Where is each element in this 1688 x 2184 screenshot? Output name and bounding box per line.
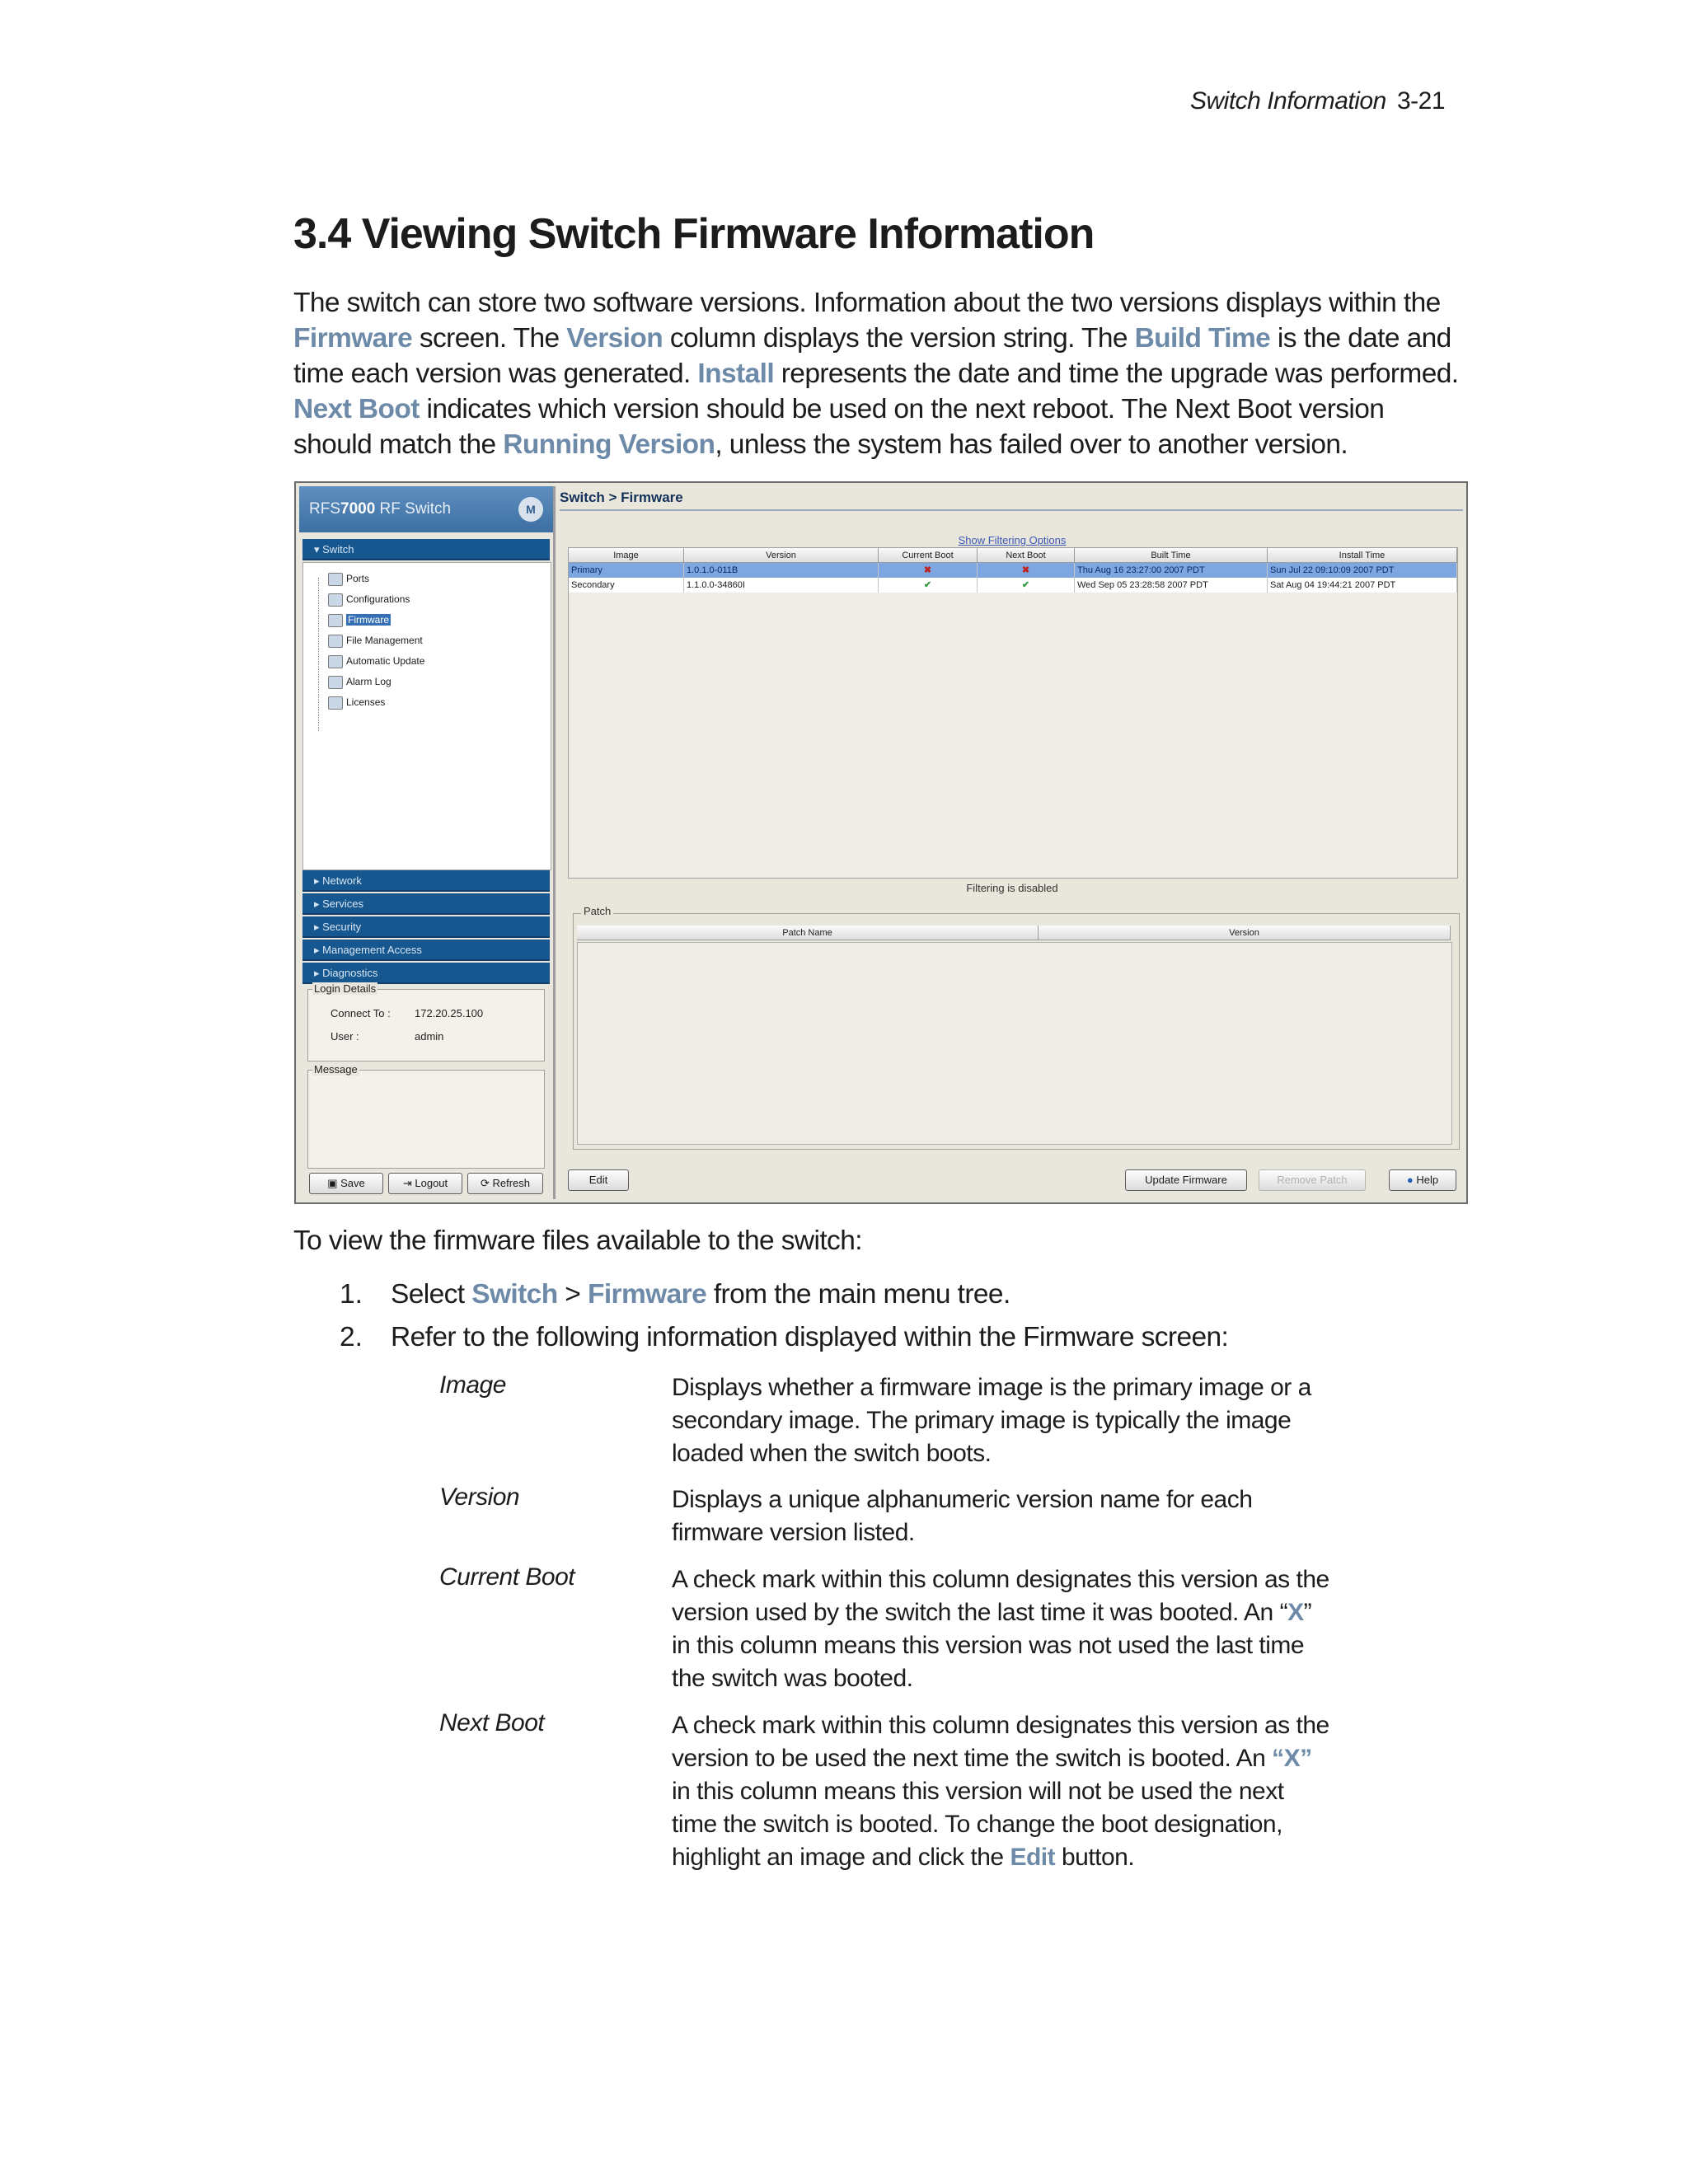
firmware-screenshot xyxy=(294,481,1468,1204)
text: , unless the system has failed over to another version. xyxy=(715,429,1348,460)
label: Save xyxy=(340,1177,365,1189)
licenses-icon xyxy=(328,696,343,710)
brand-suffix: RF Switch xyxy=(375,500,452,518)
keyword-running-version: Running Version xyxy=(503,429,715,460)
col-image[interactable]: Image xyxy=(569,548,684,563)
keyword-firmware: Firmware xyxy=(587,1279,707,1310)
tree-item-configurations[interactable] xyxy=(328,593,410,607)
tree-item-firmware[interactable] xyxy=(328,614,391,627)
patch-title: Patch xyxy=(581,905,613,917)
col-next-boot[interactable]: Next Boot xyxy=(978,548,1075,563)
brand-bar xyxy=(299,486,553,532)
col-patch-name[interactable]: Patch Name xyxy=(577,926,1039,940)
text: > xyxy=(557,1279,588,1310)
patch-list xyxy=(577,942,1452,1145)
ports-icon xyxy=(328,573,343,586)
tree-item-alarm-log[interactable] xyxy=(328,676,392,689)
col-patch-version[interactable]: Version xyxy=(1039,926,1451,940)
col-install-time[interactable]: Install Time xyxy=(1268,548,1457,563)
term-current-boot: Current Boot xyxy=(439,1563,575,1591)
intro-paragraph xyxy=(293,285,1464,462)
configurations-icon xyxy=(328,593,343,607)
keyword-version: Version xyxy=(566,323,663,354)
cell-image: Secondary xyxy=(569,578,684,593)
keyword-install: Install xyxy=(697,359,775,389)
keyword-switch: Switch xyxy=(471,1279,558,1310)
patch-group xyxy=(573,913,1460,1150)
label: Alarm Log xyxy=(346,676,392,688)
brand-title xyxy=(309,500,451,518)
keyword-x: “X” xyxy=(1272,1745,1312,1772)
motorola-logo-icon: M xyxy=(518,497,543,522)
panel-title: Switch > Firmware xyxy=(560,490,683,505)
nav-switch[interactable]: ▾ Switch xyxy=(302,539,550,560)
text: A check mark within this column designates this version as the version to be used the next time the switch is booted. An xyxy=(672,1712,1329,1772)
message-box xyxy=(307,1070,545,1169)
connect-to-value: 172.20.25.100 xyxy=(415,1007,484,1019)
label: Refresh xyxy=(492,1177,531,1189)
refresh-button[interactable] xyxy=(467,1173,543,1194)
text: ” in this column means this version was not used the last time the switch was booted. xyxy=(672,1599,1312,1692)
desc-current-boot xyxy=(672,1563,1331,1695)
connect-to-label: Connect To : xyxy=(331,1007,391,1019)
cell-version: 1.0.1.0-011B xyxy=(684,563,879,578)
keyword-edit: Edit xyxy=(1010,1844,1056,1871)
firmware-icon xyxy=(328,614,343,627)
text: Select xyxy=(391,1279,472,1310)
edit-button[interactable]: Edit xyxy=(568,1169,629,1191)
text: A check mark within this column designates this version as the version used by the switch the last time it was booted. An “ xyxy=(672,1566,1329,1626)
term-version: Version xyxy=(439,1483,520,1511)
menu-tree xyxy=(302,562,551,870)
step-number: 1. xyxy=(340,1279,363,1310)
save-button[interactable] xyxy=(309,1173,383,1194)
left-panel xyxy=(299,486,556,1199)
cell-built-time: Wed Sep 05 23:28:58 2007 PDT xyxy=(1075,578,1268,593)
remove-patch-button[interactable]: Remove Patch xyxy=(1259,1169,1366,1191)
text: button. xyxy=(1055,1844,1135,1871)
title-rule xyxy=(560,509,1463,511)
save-icon: ▣ xyxy=(327,1177,341,1189)
col-built-time[interactable]: Built Time xyxy=(1075,548,1268,563)
section-heading: 3.4 Viewing Switch Firmware Information xyxy=(293,210,1095,258)
logout-icon: ⇥ xyxy=(402,1177,415,1189)
nav-services[interactable]: ▸ Services xyxy=(302,893,550,915)
col-version[interactable]: Version xyxy=(684,548,879,563)
user-value: admin xyxy=(415,1030,444,1043)
x-mark-icon: ✖ xyxy=(978,563,1075,578)
label: Configurations xyxy=(346,593,410,606)
text: The switch can store two software versions. Information about the two versions displays within the xyxy=(293,288,1441,318)
label: Firmware xyxy=(348,614,389,626)
nav-management-access[interactable]: ▸ Management Access xyxy=(302,940,550,961)
x-mark-icon: ✖ xyxy=(879,563,978,578)
text: indicates which version should be used on the next reboot. The Next Boot version should match the xyxy=(293,394,1385,460)
desc-next-boot xyxy=(672,1709,1331,1874)
step-number: 2. xyxy=(340,1322,363,1352)
nav-network[interactable]: ▸ Network xyxy=(302,870,550,892)
col-current-boot[interactable]: Current Boot xyxy=(879,548,978,563)
firmware-table xyxy=(568,547,1458,879)
automatic-update-icon xyxy=(328,655,343,668)
tree-item-ports[interactable] xyxy=(328,573,369,586)
text: from the main menu tree. xyxy=(706,1279,1010,1310)
text: screen. The xyxy=(412,323,567,354)
logout-button[interactable] xyxy=(388,1173,462,1194)
cell-install-time: Sat Aug 04 19:44:21 2007 PDT xyxy=(1268,578,1457,593)
label: Help xyxy=(1416,1174,1439,1186)
term-image: Image xyxy=(439,1371,506,1399)
update-firmware-button[interactable]: Update Firmware xyxy=(1125,1169,1247,1191)
help-icon: ● xyxy=(1406,1174,1417,1186)
login-details-box xyxy=(307,989,545,1062)
page-number: 3-21 xyxy=(1397,87,1446,115)
label: File Management xyxy=(346,635,423,647)
file-management-icon xyxy=(328,635,343,648)
keyword-x: X xyxy=(1287,1599,1304,1626)
text: is the date and time each version was generated. xyxy=(293,323,1451,389)
nav-diagnostics[interactable]: ▸ Diagnostics xyxy=(302,963,550,984)
cell-image: Primary xyxy=(569,563,684,578)
cell-version: 1.1.0.0-34860I xyxy=(684,578,879,593)
table-row[interactable] xyxy=(569,563,1457,578)
user-label: User : xyxy=(331,1030,359,1043)
keyword-next-boot: Next Boot xyxy=(293,394,420,424)
step-1 xyxy=(391,1279,1010,1310)
nav-security[interactable]: ▸ Security xyxy=(302,916,550,938)
message-title: Message xyxy=(314,1063,358,1076)
cell-install-time: Sun Jul 22 09:10:09 2007 PDT xyxy=(1268,563,1457,578)
brand-model: 7000 xyxy=(340,500,376,518)
label: Logout xyxy=(415,1177,448,1189)
cell-built-time: Thu Aug 16 23:27:00 2007 PDT xyxy=(1075,563,1268,578)
tree-item-licenses[interactable] xyxy=(328,696,385,710)
text: column displays the version string. The xyxy=(663,323,1135,354)
tree-connector xyxy=(318,578,320,731)
label: Automatic Update xyxy=(346,655,425,668)
login-details-title: Login Details xyxy=(314,982,377,995)
keyword-build-time: Build Time xyxy=(1134,323,1271,354)
term-next-boot: Next Boot xyxy=(439,1709,545,1736)
desc-image: Displays whether a firmware image is the primary image or a secondary image. The primary image is typically the image loaded when the switch boots. xyxy=(672,1374,1311,1467)
help-button[interactable] xyxy=(1389,1169,1456,1191)
steps-intro: To view the firmware files available to the switch: xyxy=(293,1226,862,1256)
label: Ports xyxy=(346,573,370,585)
tree-item-file-management[interactable] xyxy=(328,635,423,648)
check-mark-icon: ✔ xyxy=(879,578,978,593)
keyword-firmware: Firmware xyxy=(293,323,413,354)
alarm-log-icon xyxy=(328,676,343,689)
table-row[interactable] xyxy=(569,578,1457,593)
check-mark-icon: ✔ xyxy=(978,578,1075,593)
text: represents the date and time the upgrade was performed. xyxy=(774,359,1459,389)
show-filtering-link[interactable]: Show Filtering Options xyxy=(958,534,1067,546)
tree-item-automatic-update[interactable] xyxy=(328,655,424,668)
text: in this column means this version will not be used the next time the switch is booted. To change the boot designation, highlight an image and click the xyxy=(672,1778,1284,1871)
refresh-icon: ⟳ xyxy=(480,1177,493,1189)
desc-version: Displays a unique alphanumeric version name for each firmware version listed. xyxy=(672,1486,1253,1546)
brand-prefix: RFS xyxy=(309,500,340,518)
filtering-status: Filtering is disabled xyxy=(966,882,1058,894)
running-header-section: Switch Information xyxy=(1190,87,1386,115)
label: Licenses xyxy=(346,696,386,709)
step-2: Refer to the following information displayed within the Firmware screen: xyxy=(391,1322,1229,1352)
